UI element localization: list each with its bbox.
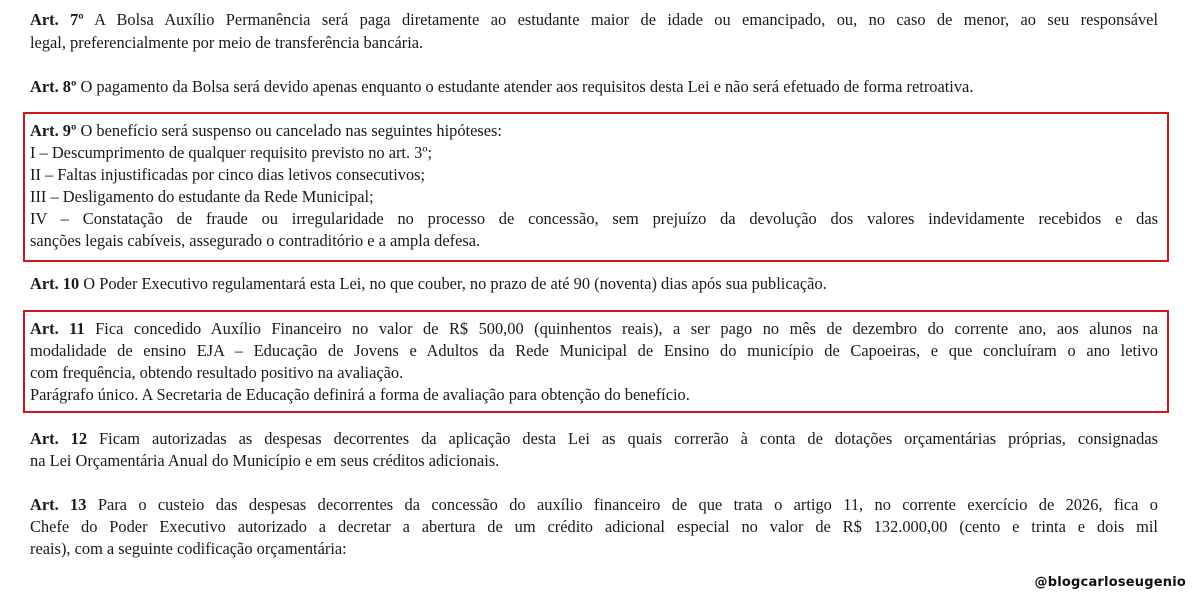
art10-paragraph: Art. 10 O Poder Executivo regulamentará esta Lei, no que couber, no prazo de até 90 (noventa) dias após sua publicação. <box>30 274 827 293</box>
art9-item-1: I – Descumprimento de qualquer requisito previsto no art. 3º; <box>30 143 433 162</box>
art12-line-1: Art. 12 Ficam autorizadas as despesas decorrentes da aplicação desta Lei as quais correrão à conta de dotações orçamentárias próprias, consignadas <box>30 429 1158 448</box>
art13-line-2: Chefe do Poder Executivo autorizado a decretar a abertura de um crédito adicional especial no valor de R$ 132.000,00 (cento e trinta e dois mil <box>30 517 1158 536</box>
art13-label: Art. 13 <box>30 495 87 514</box>
art9-item-3: III – Desligamento do estudante da Rede Municipal; <box>30 187 374 206</box>
art12-label: Art. 12 <box>30 429 88 448</box>
art11-label: Art. 11 <box>30 319 85 338</box>
art7-label: Art. 7º <box>30 10 84 29</box>
art13-line-1: Art. 13 Para o custeio das despesas decorrentes da concessão do auxílio financeiro de que trata o artigo 11, no corrente exercício de 2026, fica o <box>30 495 1158 514</box>
art11-line-1: Art. 11 Fica concedido Auxílio Financeiro no valor de R$ 500,00 (quinhentos reais), a ser pago no mês de dezembro do corrente ano, aos alunos na <box>30 319 1158 338</box>
art7-line-2: legal, preferencialmente por meio de transferência bancária. <box>30 33 424 52</box>
art11-paragrafo-unico: Parágrafo único. A Secretaria de Educação definirá a forma de avaliação para obtenção do benefício. <box>30 385 690 404</box>
watermark-handle: @blogcarloseugenio <box>1034 575 1186 590</box>
art9-item-4: IV – Constatação de fraude ou irregularidade no processo de concessão, sem prejuízo da devolução dos valores indevidamente recebidos e das <box>30 209 1158 228</box>
art12-line-2: na Lei Orçamentária Anual do Município e em seus créditos adicionais. <box>30 451 500 470</box>
art9-item-2: II – Faltas injustificadas por cinco dias letivos consecutivos; <box>30 165 426 184</box>
art9-label: Art. 9º <box>30 121 77 140</box>
art7-line-1: Art. 7º A Bolsa Auxílio Permanência será paga diretamente ao estudante maior de idade ou emancipado, ou, no caso de menor, ao seu responsável <box>30 10 1158 29</box>
art11-line-2: modalidade de ensino EJA – Educação de Jovens e Adultos da Rede Municipal de Ensino do município de Capoeiras, e que concluíram o ano letivo <box>30 341 1158 360</box>
art9-item-4-cont: sanções legais cabíveis, assegurado o contraditório e a ampla defesa. <box>30 231 481 250</box>
art10-label: Art. 10 <box>30 274 80 293</box>
art9-intro: Art. 9º O benefício será suspenso ou cancelado nas seguintes hipóteses: <box>30 121 502 140</box>
art13-line-3: reais), com a seguinte codificação orçamentária: <box>30 539 347 558</box>
art8-label: Art. 8º <box>30 77 77 96</box>
art8-paragraph: Art. 8º O pagamento da Bolsa será devido apenas enquanto o estudante atender aos requisitos desta Lei e não será efetuado de forma retroativa. <box>30 77 974 96</box>
art11-line-3: com frequência, obtendo resultado positivo na avaliação. <box>30 363 404 382</box>
